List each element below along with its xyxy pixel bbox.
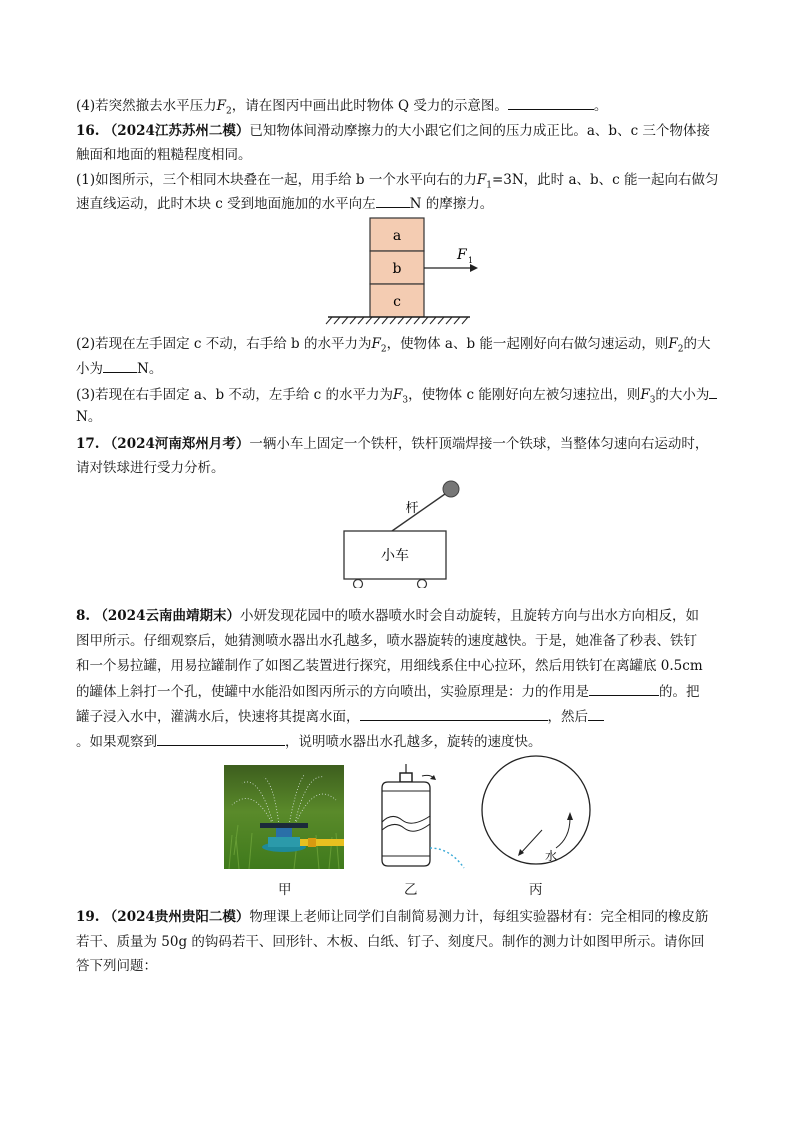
force-var: F: [216, 98, 226, 114]
force-var: F: [476, 172, 487, 188]
force-sub: 1: [486, 180, 492, 191]
rod-label: 杆: [405, 501, 419, 516]
q16-p1-text-b: =3N，此时 a、b、c 能一起向右做匀: [491, 172, 719, 188]
q18-line1: [76, 606, 699, 626]
q16-part2-line1: [76, 334, 711, 360]
cart-wheel-left: [354, 580, 363, 589]
force-sub: 3: [402, 395, 409, 406]
block-c-label: c: [393, 294, 401, 310]
q16-p2-text: (2)若现在左手固定 c 不动，右手给 b 的水平力为: [76, 336, 372, 352]
force-arrow-head: [470, 264, 478, 272]
question-number: 16.: [76, 123, 100, 139]
question-source: （2024江苏苏州二模）: [103, 123, 250, 139]
q16-p2-line2-text: 小为: [76, 361, 103, 377]
q16-part2-line2: [76, 358, 162, 379]
block-b-label: b: [392, 261, 402, 277]
can-figure: [372, 764, 472, 870]
water-jet: [430, 848, 464, 868]
top-view-figure: [474, 750, 594, 880]
force-label-sub: 1: [468, 256, 474, 265]
answer-blank[interactable]: [588, 706, 604, 721]
q16-part3-line2: N。: [76, 409, 102, 425]
sprinkler-photo: [224, 765, 344, 869]
answer-blank[interactable]: [360, 706, 548, 721]
q16-p2-text-b: ，使物体 a、b 能一起刚好向右做匀速运动，则: [386, 336, 669, 352]
force-label: F: [457, 247, 467, 263]
question-source: （2024河南郑州月考）: [103, 436, 250, 452]
can-top-circle: [482, 756, 590, 864]
question-number: 17.: [76, 436, 100, 452]
answer-blank[interactable]: [376, 193, 410, 208]
q16-p3-text-b: ，使物体 c 能刚好向左被匀速拉出，则: [408, 387, 641, 403]
fig-label-yi: 乙: [404, 882, 418, 898]
can-body: [382, 782, 430, 866]
q16-line1: [76, 121, 710, 141]
q18-line3: 和一个易拉罐，用易拉罐制作了如图乙装置进行探究，用细线系住中心拉环，然后用铁钉在离罐底 0.5cm: [76, 658, 703, 674]
answer-blank[interactable]: [103, 358, 137, 373]
cart-figure: [330, 476, 470, 588]
force-sub: 3: [649, 395, 656, 406]
question-number: 19.: [76, 909, 100, 925]
force-var: F: [371, 336, 381, 352]
q18-line4-text-b: 的。把: [659, 684, 700, 700]
block-a-label: a: [392, 228, 402, 244]
water-label: 水: [544, 849, 558, 863]
q18-line6-text: 。如果观察到: [76, 734, 157, 750]
q15-part4: [76, 95, 607, 122]
ground-hatch: [326, 317, 468, 324]
force-sub: 2: [226, 106, 232, 117]
question-text: 小妍发现花园中的喷水器喷水时会自动旋转，且旋转方向与出水方向相反，如: [239, 608, 699, 624]
q16-p1-line2-text-b: N 的摩擦力。: [409, 196, 494, 212]
q19-line3: 答下列问题：: [76, 958, 157, 974]
force-sub: 2: [380, 344, 387, 355]
iron-ball: [443, 481, 459, 497]
q18-line5: [76, 706, 604, 727]
force-var: F: [393, 387, 403, 403]
cart-label: 小车: [381, 548, 409, 564]
fig-label-jia: 甲: [278, 882, 292, 898]
q16-p3-text-c: 的大小为: [655, 387, 710, 403]
question-source: （2024云南曲靖期末）: [94, 608, 240, 624]
q19-line2: 若干、质量为 50g 的钩码若干、回形针、木板、白纸、钉子、刻度尺。制作的测力计如图甲所示。请你回: [76, 934, 705, 950]
q16-p2-text-c: 的大: [683, 336, 711, 352]
q18-line4: [76, 681, 700, 702]
answer-blank[interactable]: [589, 681, 659, 696]
stacked-blocks-figure: [320, 214, 480, 326]
pull-ring: [400, 773, 412, 782]
question-text: 一辆小车上固定一个铁杆，铁杆顶端焊接一个铁球，当整体匀速向右运动时，: [249, 436, 709, 452]
q18-line5-text-b: ，然后: [547, 709, 588, 725]
q17-line2: 请对铁球进行受力分析。: [76, 460, 225, 476]
fig-label-bing: 丙: [529, 882, 543, 898]
question-text: 已知物体间滑动摩擦力的大小跟它们之间的压力成正比。a、b、c 三个物体接: [249, 123, 710, 139]
answer-blank[interactable]: [157, 731, 285, 746]
q16-p1-line2-text: 速直线运动，此时木块 c 受到地面施加的水平向左: [76, 196, 376, 212]
question-text: 物理课上老师让同学们自制简易测力计，每组实验器材有：完全相同的橡皮筋: [249, 909, 709, 925]
q16-part1-line2: [76, 193, 493, 214]
cart-wheel-right: [418, 580, 427, 589]
q15-part4-end: 。: [593, 98, 608, 114]
q18-line6-text-b: ，说明喷水器出水孔越多，旋转的速度快。: [285, 734, 542, 750]
q16-part3-line1: [76, 384, 717, 411]
q18-line6: [76, 731, 542, 752]
q19-line1: [76, 907, 708, 927]
q18-line2: 图甲所示。仔细观察后，她猜测喷水器出水孔越多，喷水器旋转的速度越快。于是，她准备了秒表、铁钉: [76, 633, 697, 649]
answer-blank[interactable]: [508, 95, 594, 110]
q15-part4-text: (4)若突然撤去水平压力: [76, 98, 217, 114]
q15-part4-text-b: ，请在图丙中画出此时物体 Q 受力的示意图。: [231, 98, 508, 114]
answer-blank[interactable]: [709, 384, 717, 399]
q16-part1-line1: [76, 170, 719, 196]
q16-p2-line2-text-b: N。: [137, 361, 163, 377]
q18-line4-text: 的罐体上斜打一个孔，使罐中水能沿如图丙所示的方向喷出，实验原理是：力的作用是: [76, 684, 589, 700]
q17-line1: [76, 434, 708, 454]
question-source: （2024贵州贵阳二模）: [103, 909, 250, 925]
question-number: 8.: [76, 608, 91, 624]
q18-line5-text: 罐子浸入水中，灌满水后，快速将其提离水面，: [76, 709, 360, 725]
force-sub: 2: [677, 344, 684, 355]
force-var: F: [668, 336, 678, 352]
q16-p1-text: (1)如图所示，三个相同木块叠在一起，用手给 b 一个水平向右的力: [76, 172, 477, 188]
q16-p3-text: (3)若现在右手固定 a、b 不动，左手给 c 的水平力为: [76, 387, 394, 403]
force-var: F: [640, 387, 650, 403]
q16-line2: 触面和地面的粗糙程度相同。: [76, 147, 252, 163]
